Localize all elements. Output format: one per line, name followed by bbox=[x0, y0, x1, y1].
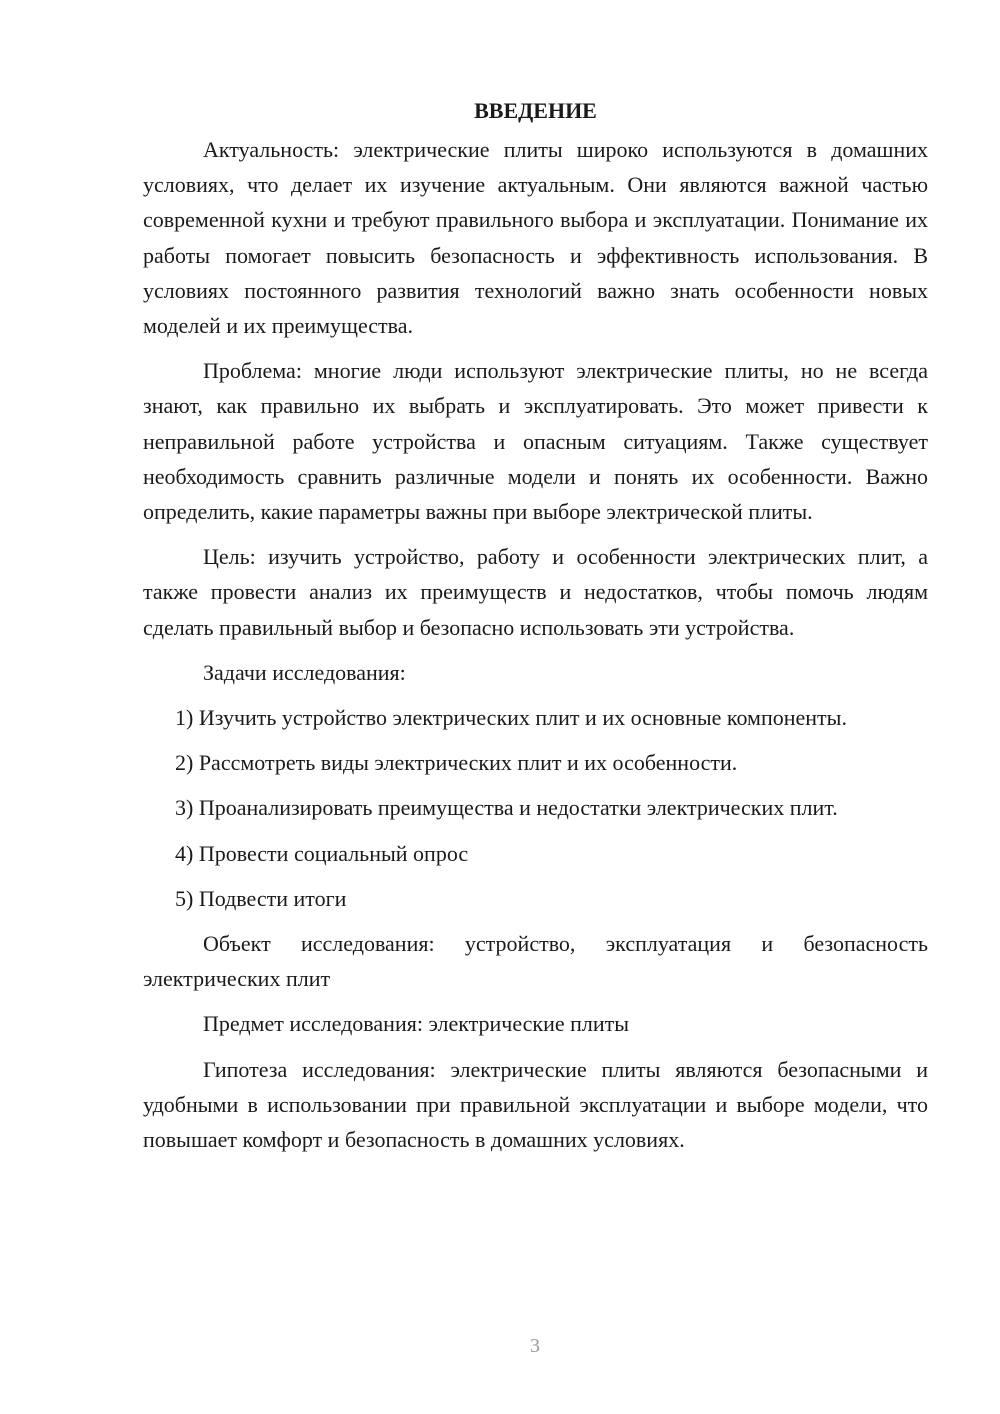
hypothesis-paragraph: Гипотеза исследования: электрические плиты являются безопасными и удобными в использовании при правильной эксплуатации и выборе модели, что повышает комфорт и безопасность в домашних условиях. bbox=[143, 1056, 928, 1153]
task-item: 5) Подвести итоги bbox=[175, 885, 347, 911]
task-item: 4) Провести социальный опрос bbox=[175, 840, 469, 866]
tasks-list bbox=[143, 700, 928, 916]
page-content bbox=[143, 96, 928, 1157]
relevance-paragraph: Актуальность: электрические плиты широко используются в домашних условиях, что делает их изучение актуальным. Они являются важной частью современной кухни и требуют правильного выбора и эксплуатации. Понимание их работы помогает повысить безопасность и эффективность использования. В условиях постоянного развития технологий важно знать особенности новых моделей и их преимущества. bbox=[143, 137, 928, 339]
goal-paragraph: Цель: изучить устройство, работу и особенности электрических плит, а также провести анализ их преимуществ и недостатков, чтобы помочь людям сделать правильный выбор и безопасно использовать эти устройства. bbox=[143, 544, 928, 640]
tasks-intro: Задачи исследования: bbox=[203, 659, 406, 685]
object-paragraph: Объект исследования: устройство, эксплуатация и безопасность электрических плит bbox=[143, 931, 928, 992]
task-item: 2) Рассмотреть виды электрических плит и их особенности. bbox=[175, 750, 738, 776]
problem-paragraph: Проблема: многие люди используют электрические плиты, но не всегда знают, как правильно их выбрать и эксплуатировать. Это может привести к неправильной работе устройства и опасным ситуациям. Также существует необходимость сравнить различные модели и понять их особенности. Важно определить, какие параметры важны при выборе электрической плиты. bbox=[143, 358, 928, 525]
task-item: 3) Проанализировать преимущества и недостатки электрических плит. bbox=[175, 795, 838, 821]
page-number: 3 bbox=[530, 1335, 540, 1357]
task-item: 1) Изучить устройство электрических плит и их основные компоненты. bbox=[175, 705, 847, 731]
subject-paragraph: Предмет исследования: электрические плиты bbox=[203, 1011, 630, 1037]
section-heading: ВВЕДЕНИЕ bbox=[474, 98, 597, 123]
